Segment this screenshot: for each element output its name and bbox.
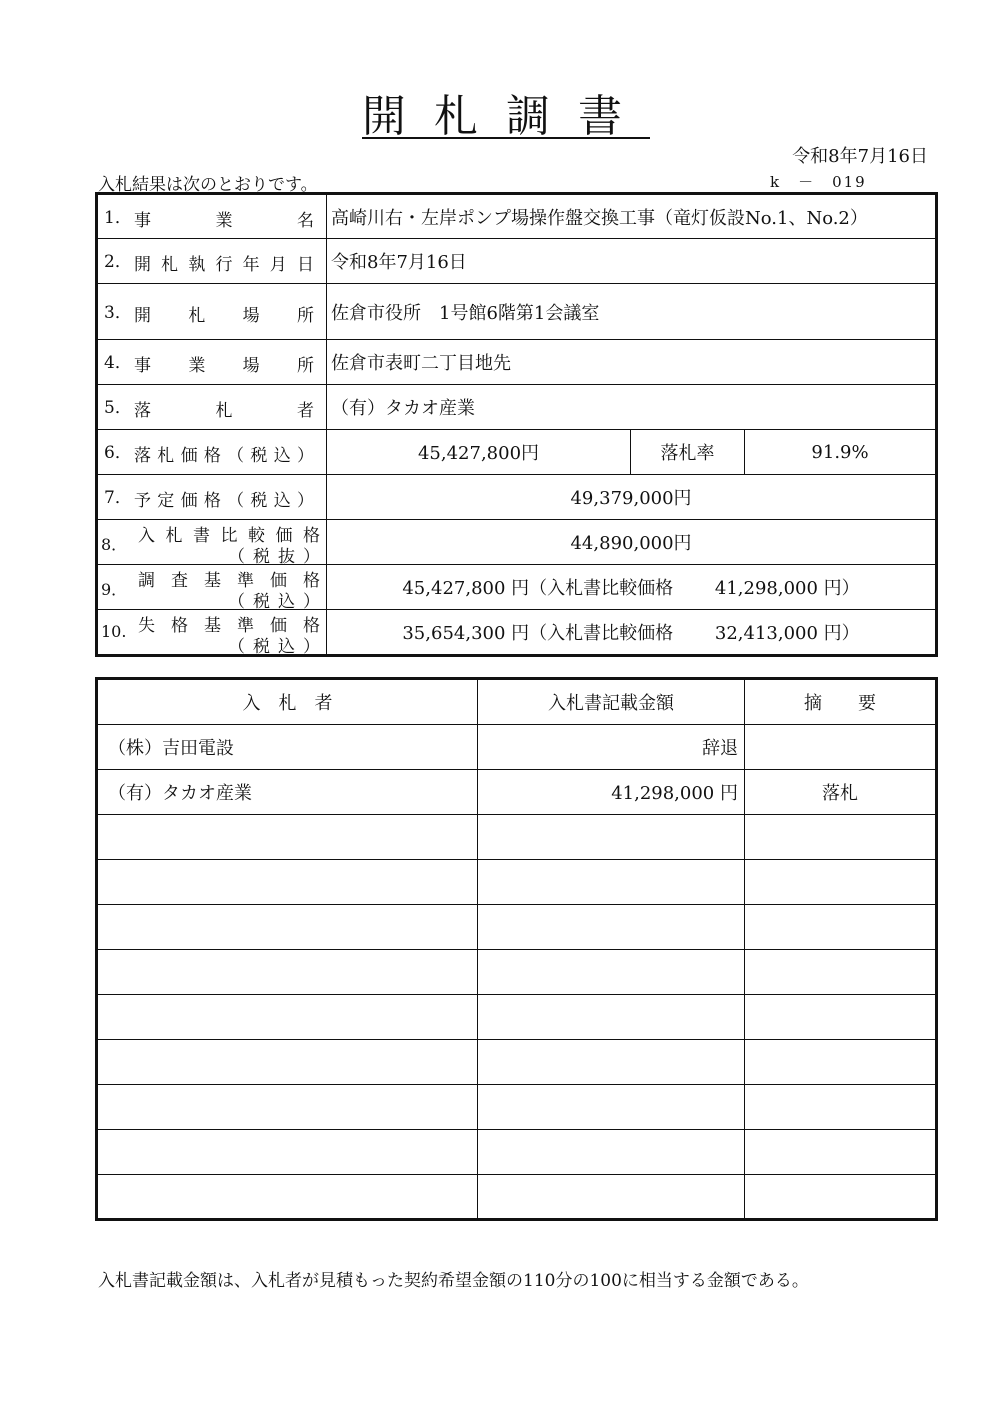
label-disqualify-price [97, 610, 327, 656]
bidder-cell [97, 1175, 478, 1220]
bidder-cell [97, 1130, 478, 1175]
sublabel-disqualify-price: （ 税 込 ） [228, 637, 320, 656]
note-cell [745, 1085, 937, 1130]
amount-cell [478, 1040, 745, 1085]
amount-cell [478, 950, 745, 995]
value-project: 高崎川右・左岸ポンプ場操作盤交換工事（竜灯仮設No.1、No.2） [327, 194, 937, 239]
header-amount: 入札書記載金額 [478, 679, 745, 725]
note-cell [745, 860, 937, 905]
table-row [97, 725, 937, 770]
amount-cell [478, 1130, 745, 1175]
label-site-text: 事 業 場 所 [134, 356, 314, 376]
header-bidder: 入 札 者 [97, 679, 478, 725]
label-open-place: 3． 開 札 場 所 [97, 284, 327, 340]
label-open-place-text: 開 札 場 所 [134, 305, 314, 326]
note-cell [745, 725, 937, 770]
note-cell [745, 815, 937, 860]
label-comparison-price [97, 520, 327, 565]
bid-table [95, 677, 938, 1221]
bidder-cell: （株）吉田電設 [97, 725, 478, 770]
num-comparison-price: 8． [101, 535, 128, 554]
label-winning-price: 6． 落 札 価 格 （ 税 込 ） [97, 430, 327, 475]
label-project: 1． 事 業 名 [97, 194, 327, 239]
label-winning-rate: 落札率 [631, 430, 745, 475]
table-row [97, 1040, 937, 1085]
num-survey-price: 9． [101, 580, 128, 599]
label-winner-text: 落 札 者 [134, 401, 314, 421]
bidder-cell [97, 815, 478, 860]
label-disqualify-price-text: 失 格 基 準 価 格 [138, 616, 320, 636]
label-winner: 5． 落 札 者 [97, 385, 327, 430]
bidder-cell [97, 860, 478, 905]
amount-cell: 41,298,000 円 [478, 770, 745, 815]
value-planned-price: 49,379,000円 [327, 475, 937, 520]
num-disqualify-price: 10. [101, 622, 127, 641]
row-winning-price [97, 430, 937, 475]
label-planned-price-text: 予 定 価 格 （ 税 込 ） [134, 491, 314, 511]
value-survey-price: 45,427,800 円（入札書比較価格 41,298,000 円） [327, 565, 937, 610]
value-open-place: 佐倉市役所 1号館6階第1会議室 [327, 284, 937, 340]
table-row [97, 770, 937, 815]
footnote: 入札書記載金額は、入札者が見積もった契約希望金額の110分の100に相当する金額である。 [98, 1271, 809, 1291]
amount-cell [478, 1085, 745, 1130]
bidder-cell: （有）タカオ産業 [97, 770, 478, 815]
row-comparison-price [97, 520, 937, 565]
note-cell [745, 905, 937, 950]
bidder-cell [97, 1085, 478, 1130]
sublabel-comparison-price: （ 税 抜 ） [228, 547, 320, 565]
amount-cell [478, 905, 745, 950]
amount-cell [478, 860, 745, 905]
note-cell: 落札 [745, 770, 937, 815]
row-open-place [97, 284, 937, 340]
sublabel-survey-price: （ 税 込 ） [228, 592, 320, 610]
document-number: k － 019 [770, 173, 867, 191]
note-cell [745, 1175, 937, 1220]
note-cell [745, 950, 937, 995]
value-winner: （有）タカオ産業 [327, 385, 937, 430]
label-open-date-text: 開 札 執 行 年 月 日 [134, 255, 314, 275]
bidder-cell [97, 950, 478, 995]
row-project [97, 194, 937, 239]
table-row [97, 995, 937, 1040]
note-cell [745, 1040, 937, 1085]
table-row [97, 1130, 937, 1175]
page-title: 開札調書 [362, 91, 650, 142]
value-winning-rate: 91.9% [745, 430, 937, 475]
table-row [97, 860, 937, 905]
value-comparison-price: 44,890,000円 [327, 520, 937, 565]
value-site: 佐倉市表町二丁目地先 [327, 340, 937, 385]
bidder-cell [97, 995, 478, 1040]
table-row [97, 815, 937, 860]
row-survey-price [97, 565, 937, 610]
table-row [97, 1085, 937, 1130]
value-open-date: 令和8年7月16日 [327, 239, 937, 284]
amount-cell: 辞退 [478, 725, 745, 770]
row-planned-price [97, 475, 937, 520]
table-row [97, 950, 937, 995]
row-site [97, 340, 937, 385]
label-open-date: 2． 開 札 執 行 年 月 日 [97, 239, 327, 284]
header-note: 摘 要 [745, 679, 937, 725]
row-disqualify-price [97, 610, 937, 656]
label-survey-price [97, 565, 327, 610]
amount-cell [478, 815, 745, 860]
label-planned-price: 7． 予 定 価 格 （ 税 込 ） [97, 475, 327, 520]
note-cell [745, 1130, 937, 1175]
label-comparison-price-text: 入 札 書 比 較 価 格 [138, 526, 320, 546]
label-site: 4． 事 業 場 所 [97, 340, 327, 385]
amount-cell [478, 995, 745, 1040]
table-row [97, 905, 937, 950]
note-cell [745, 995, 937, 1040]
bidder-cell [97, 1040, 478, 1085]
intro-text: 入札結果は次のとおりです。 [98, 175, 318, 195]
amount-cell [478, 1175, 745, 1220]
value-disqualify-price: 35,654,300 円（入札書比較価格 32,413,000 円） [327, 610, 937, 656]
label-project-text: 事 業 名 [134, 210, 314, 231]
row-winner [97, 385, 937, 430]
table-row [97, 1175, 937, 1220]
document-date: 令和8年7月16日 [792, 146, 928, 167]
summary-table [95, 192, 938, 657]
label-winning-price-text: 落 札 価 格 （ 税 込 ） [134, 446, 314, 466]
label-survey-price-text: 調 査 基 準 価 格 [138, 571, 320, 591]
row-open-date [97, 239, 937, 284]
value-winning-price: 45,427,800円 [327, 430, 631, 475]
bid-table-header [97, 679, 937, 725]
bidder-cell [97, 905, 478, 950]
